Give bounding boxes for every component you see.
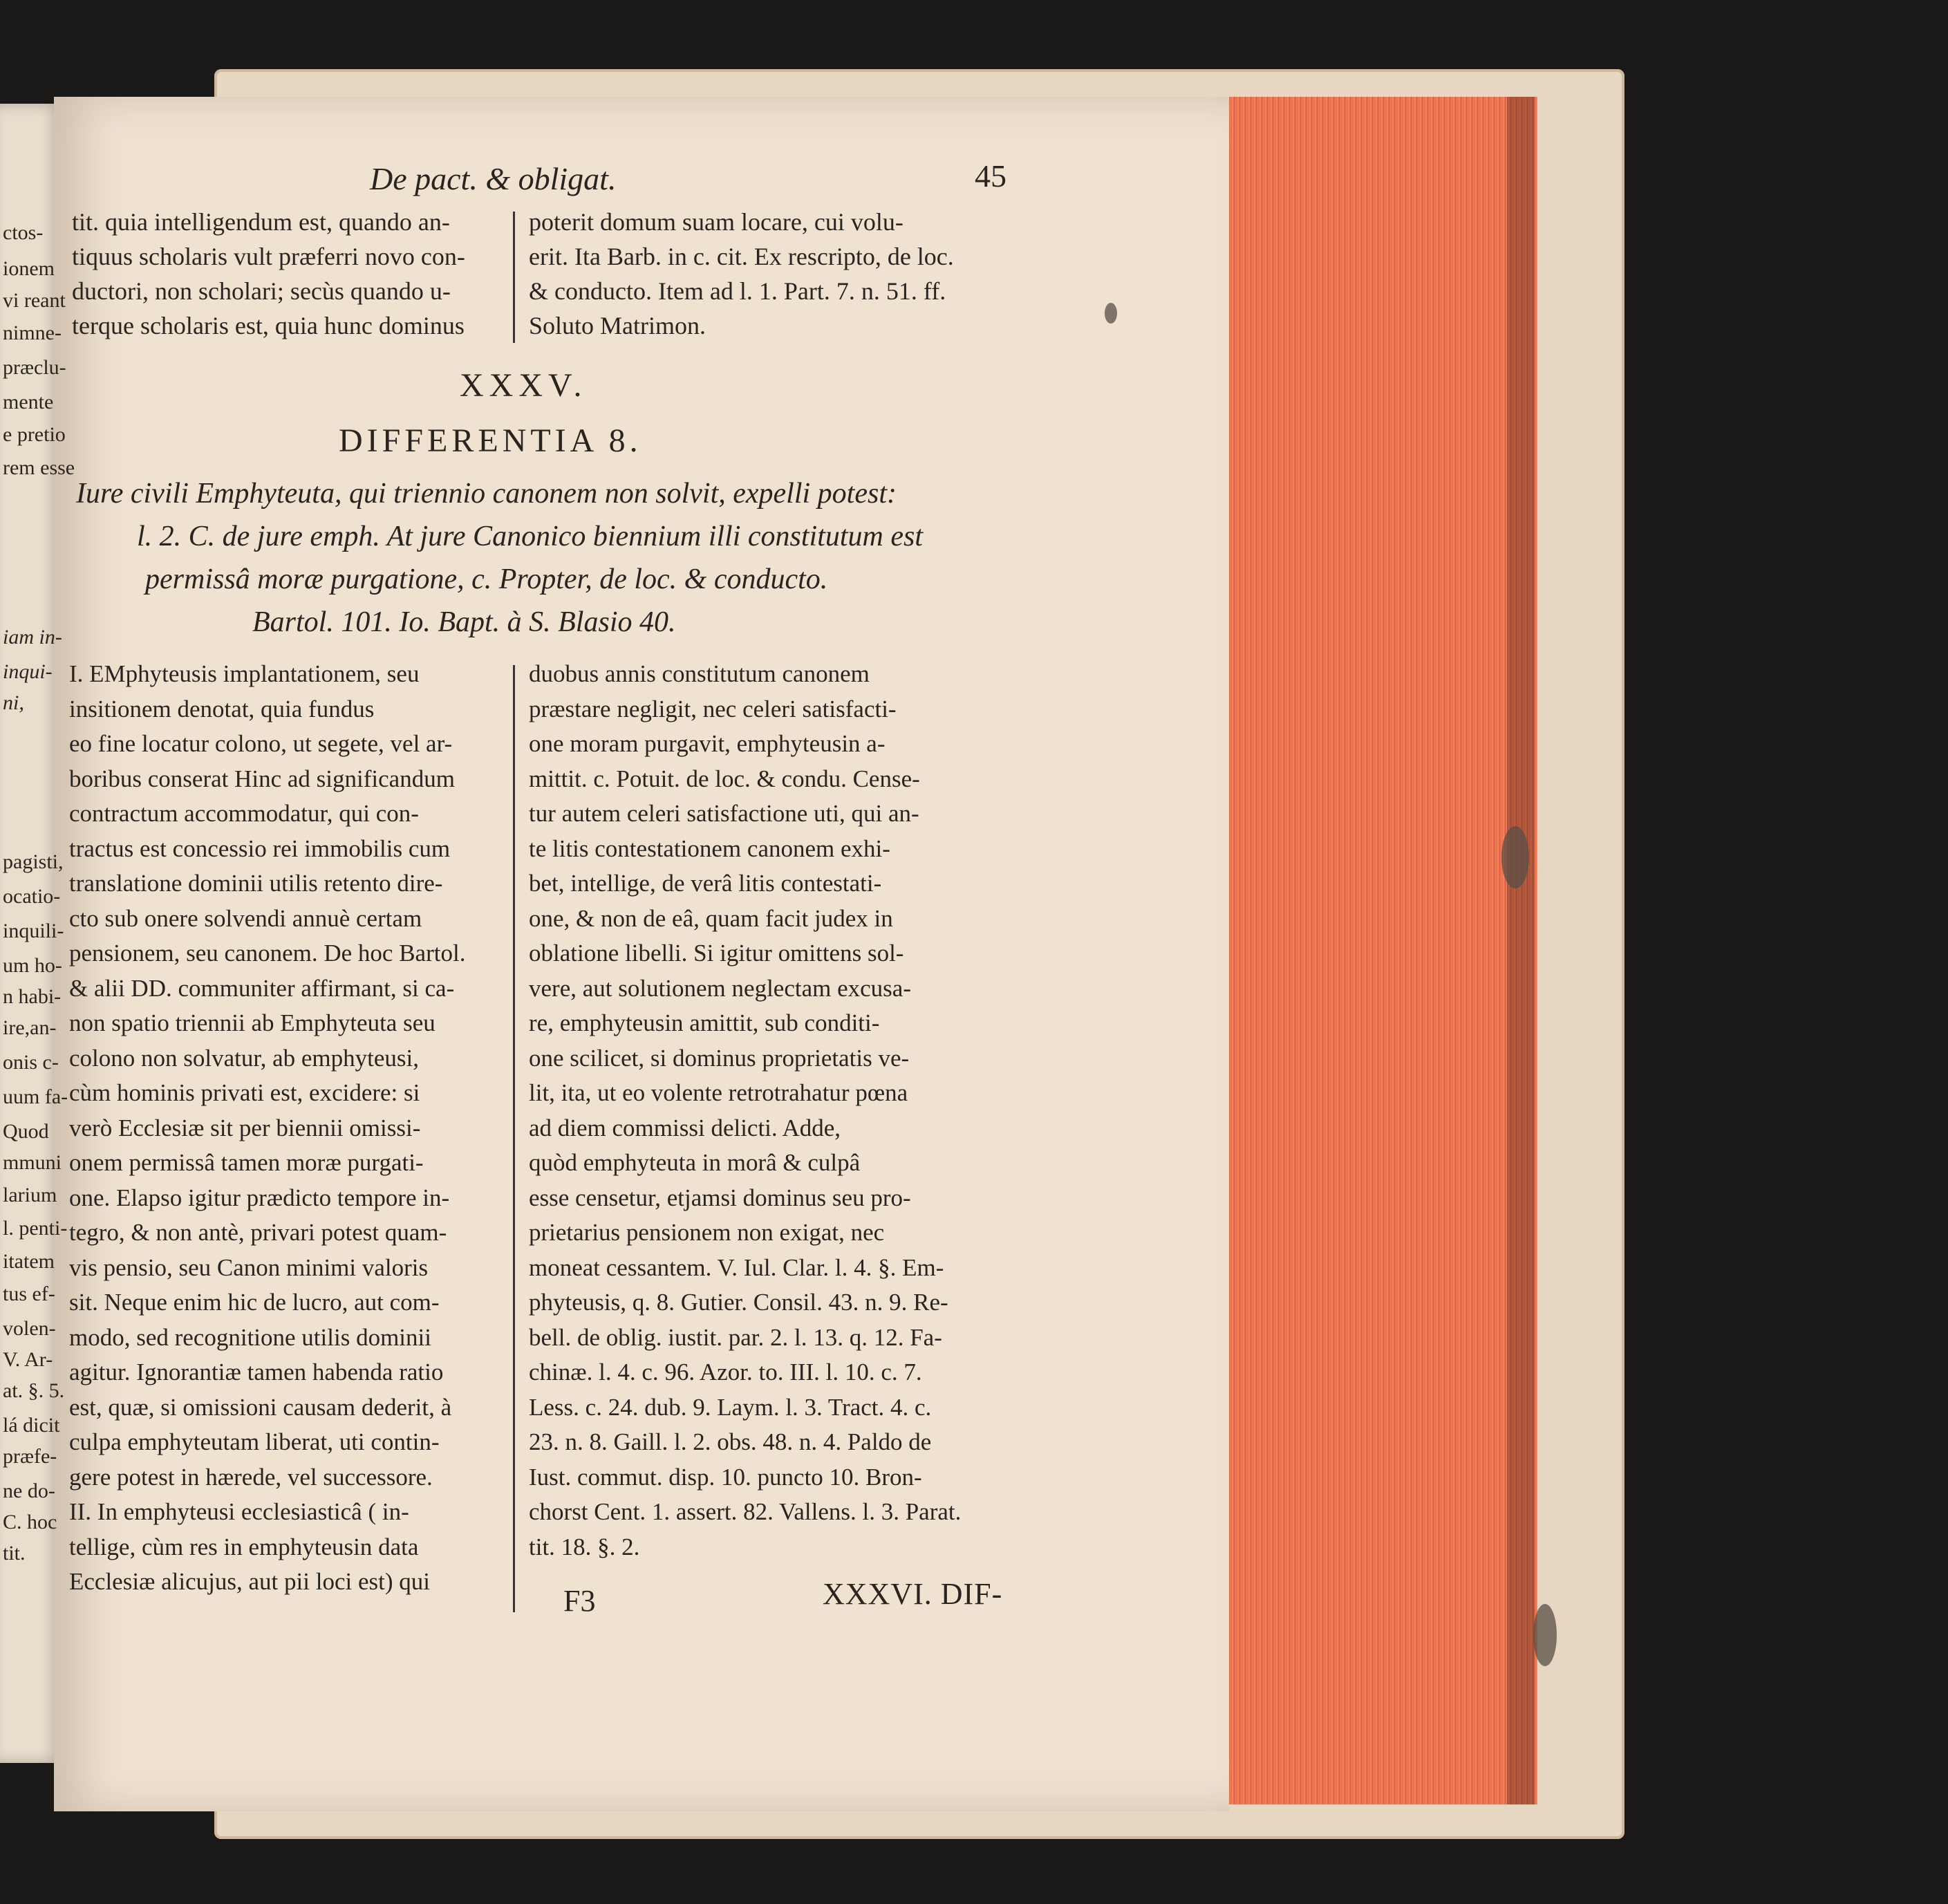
summary-line: l. 2. C. de jure emph. At jure Canonico biennium illi constitutum est <box>137 521 924 552</box>
previous-page-fragment: Quod <box>3 1120 49 1143</box>
body-right-line: re, emphyteusin amittit, sub conditi- <box>529 1009 880 1036</box>
stain-mark <box>1501 826 1529 888</box>
body-left-line: onem permissâ tamen moræ purgati- <box>69 1149 424 1176</box>
section-number: XXXV. <box>460 367 588 404</box>
section-heading: DIFFERENTIA 8. <box>339 422 642 459</box>
body-left-line: agitur. Ignorantiæ tamen habenda ratio <box>69 1359 444 1385</box>
body-right-line: mittit. c. Potuit. de loc. & condu. Cense- <box>529 765 920 792</box>
previous-page-fragment: inqui- <box>3 660 53 683</box>
previous-page-fragment: lá dicit <box>3 1414 60 1437</box>
previous-page-fragment: C. hoc <box>3 1511 57 1533</box>
signature-mark: F3 <box>563 1584 596 1618</box>
body-right-line: tit. 18. §. 2. <box>529 1533 640 1560</box>
body-left-line: cùm hominis privati est, excidere: si <box>69 1079 420 1106</box>
top-right-line: Soluto Matrimon. <box>529 312 706 339</box>
top-left-line: tit. quia intelligendum est, quando an- <box>72 208 450 236</box>
previous-page-fragment: volen- <box>3 1317 56 1340</box>
body-right-line: lit, ita, ut eo volente retrotrahatur pœna <box>529 1079 908 1106</box>
previous-page-fragment: n habi- <box>3 985 62 1008</box>
previous-page-fragment: nimne- <box>3 321 62 344</box>
body-left-line: insitionem denotat, quia fundus <box>69 695 375 722</box>
previous-page-fragment: V. Ar- <box>3 1348 53 1371</box>
body-left-line: tegro, & non antè, privari potest quam- <box>69 1219 447 1246</box>
ink-spot <box>1105 303 1117 324</box>
body-left-line: Ecclesiæ alicujus, aut pii loci est) qui <box>69 1568 430 1595</box>
body-right-line: phyteusis, q. 8. Gutier. Consil. 43. n. 9. Re- <box>529 1289 948 1316</box>
page-number: 45 <box>975 158 1006 194</box>
body-left-line: & alii DD. communiter affirmant, si ca- <box>69 974 455 1002</box>
body-left-line: gere potest in hærede, vel successore. <box>69 1463 433 1491</box>
previous-page-fragment: iam in- <box>3 626 62 648</box>
body-left-line: translatione dominii utilis retento dire- <box>69 870 443 897</box>
body-left-line: vis pensio, seu Canon minimi valoris <box>69 1253 429 1281</box>
running-title: De pact. & obligat. <box>370 161 617 196</box>
body-right-line: duobus annis constitutum canonem <box>529 660 870 687</box>
body-left-line: colono non solvatur, ab emphyteusi, <box>69 1044 420 1072</box>
previous-page-fragment: uum fa- <box>3 1085 68 1108</box>
body-left-line: one. Elapso igitur prædicto tempore in- <box>69 1184 450 1211</box>
stain-mark <box>1533 1604 1557 1666</box>
top-right-line: erit. Ita Barb. in c. cit. Ex rescripto, de loc. <box>529 243 954 270</box>
body-left-line: cto sub onere solvendi annuè certam <box>69 904 422 932</box>
body-right-line: one, & non de eâ, quam facit judex in <box>529 904 893 932</box>
body-left-line: modo, sed recognitione utilis dominii <box>69 1323 431 1351</box>
previous-page-fragment: l. penti- <box>3 1217 68 1240</box>
previous-page-fragment: ocatio- <box>3 885 61 908</box>
body-right-line: te litis contestationem canonem exhi- <box>529 834 890 862</box>
body-right-line: prietarius pensionem non exigat, nec <box>529 1219 885 1246</box>
previous-page-fragment: rem esse <box>3 456 75 479</box>
body-left-line: contractum accommodatur, qui con- <box>69 800 419 827</box>
body-right-line: chorst Cent. 1. assert. 82. Vallens. l. 3. Parat. <box>529 1498 962 1525</box>
body-left-line: I. EMphyteusis implantationem, seu <box>69 660 420 687</box>
previous-page-fragment: ctos- <box>3 221 44 244</box>
previous-page-fragment: ire,an- <box>3 1016 57 1039</box>
body-left-line: tellige, cùm res in emphyteusin data <box>69 1533 419 1560</box>
summary-line: permissâ moræ purgatione, c. Propter, de loc. & conducto. <box>145 563 828 595</box>
body-right-line: one scilicet, si dominus proprietatis ve- <box>529 1044 910 1072</box>
summary-line: Bartol. 101. Io. Bapt. à S. Blasio 40. <box>252 606 676 638</box>
body-left-line: tractus est concessio rei immobilis cum <box>69 834 451 862</box>
body-right-line: one moram purgavit, emphyteusin a- <box>529 730 886 757</box>
body-left-line: verò Ecclesiæ sit per biennii omissi- <box>69 1114 421 1141</box>
previous-page-fragment: mente <box>3 391 54 413</box>
body-left-line: II. In emphyteusi ecclesiasticâ ( in- <box>69 1498 409 1525</box>
body-right-line: Iust. commut. disp. 10. puncto 10. Bron- <box>529 1463 922 1491</box>
body-left-line: eo fine locatur colono, ut segete, vel ar- <box>69 730 453 757</box>
previous-page-fragment: tit. <box>3 1542 26 1565</box>
summary-line: Iure civili Emphyteuta, qui triennio canonem non solvit, expelli potest: <box>76 478 897 510</box>
previous-page-fragment: onis c- <box>3 1051 59 1074</box>
body-right-line: moneat cessantem. V. Iul. Clar. l. 4. §. Em- <box>529 1253 944 1281</box>
previous-page-fragment: mmuni <box>3 1151 62 1174</box>
body-left-line: sit. Neque enim hic de lucro, aut com- <box>69 1289 440 1316</box>
body-right-line: bell. de oblig. iustit. par. 2. l. 13. q. 12. Fa- <box>529 1323 942 1351</box>
previous-page-fragment: ni, <box>3 691 24 714</box>
previous-page-text <box>0 0 75 1904</box>
column-rule-top <box>513 212 515 343</box>
edge-shadow <box>1507 97 1535 1804</box>
body-left-line: est, quæ, si omissioni causam dederit, à <box>69 1393 452 1421</box>
body-left-line: boribus conserat Hinc ad significandum <box>69 765 455 792</box>
previous-page-fragment: ionem <box>3 257 55 280</box>
body-left-line: culpa emphyteutam liberat, uti contin- <box>69 1428 440 1455</box>
previous-page-fragment: larium <box>3 1184 57 1206</box>
body-right-line: chinæ. l. 4. c. 96. Azor. to. III. l. 10. c. 7. <box>529 1359 922 1385</box>
body-right-line: Less. c. 24. dub. 9. Laym. l. 3. Tract. 4. c. <box>529 1393 932 1421</box>
top-left-line: ductori, non scholari; secùs quando u- <box>72 277 451 305</box>
previous-page-fragment: um ho- <box>3 954 62 977</box>
previous-page-fragment: at. §. 5. <box>3 1379 65 1402</box>
previous-page-fragment: e pretio <box>3 423 66 446</box>
previous-page-fragment: præfe- <box>3 1445 57 1468</box>
body-right-line: vere, aut solutionem neglectam excusa- <box>529 974 911 1002</box>
body-right-line: ad diem commissi delicti. Adde, <box>529 1114 841 1141</box>
top-left-line: tiquus scholaris vult præferri novo con- <box>72 243 465 270</box>
body-left-line: pensionem, seu canonem. De hoc Bartol. <box>69 940 466 967</box>
body-right-line: præstare negligit, nec celeri satisfacti- <box>529 695 897 722</box>
body-right-line: oblatione libelli. Si igitur omittens sol- <box>529 940 904 967</box>
previous-page-fragment: inquili- <box>3 920 64 942</box>
previous-page-fragment: ne do- <box>3 1480 55 1502</box>
top-right-line: & conducto. Item ad l. 1. Part. 7. n. 51. ff. <box>529 277 946 305</box>
previous-page-fragment: itatem <box>3 1250 55 1273</box>
top-left-line: terque scholaris est, quia hunc dominus <box>72 312 465 339</box>
body-right-line: esse censetur, etjamsi dominus seu pro- <box>529 1184 911 1211</box>
top-right-line: poterit domum suam locare, cui volu- <box>529 208 903 236</box>
previous-page-fragment: præclu- <box>3 356 66 379</box>
body-right-line: quòd emphyteuta in morâ & culpâ <box>529 1149 861 1176</box>
previous-page-fragment: pagisti, <box>3 850 64 873</box>
previous-page-fragment: tus ef- <box>3 1282 55 1305</box>
body-left-line: non spatio triennii ab Emphyteuta seu <box>69 1009 436 1036</box>
previous-page-fragment: vi reant <box>3 289 66 312</box>
body-right-line: tur autem celeri satisfactione uti, qui an- <box>529 800 919 827</box>
red-page-edges <box>1217 97 1537 1804</box>
body-right-line: 23. n. 8. Gaill. l. 2. obs. 48. n. 4. Paldo de <box>529 1428 932 1455</box>
catchword: XXXVI. DIF- <box>823 1577 1003 1611</box>
column-rule-body <box>513 665 515 1612</box>
body-right-line: bet, intellige, de verâ litis contestati- <box>529 870 882 897</box>
